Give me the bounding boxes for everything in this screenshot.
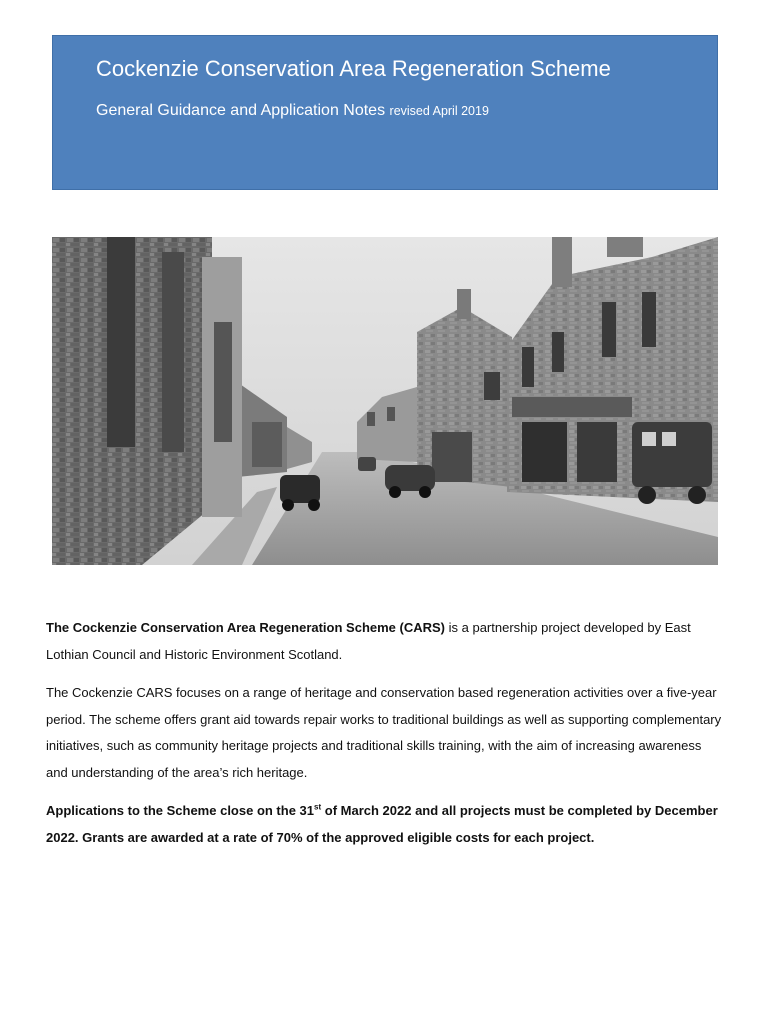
deadline-ordinal: st: [314, 802, 322, 812]
intro-paragraph: [46, 615, 726, 668]
street-photograph: [52, 237, 718, 565]
focus-paragraph: The Cockenzie CARS focuses on a range of heritage and conservation based regeneration activities over a five-year period. The scheme offers grant aid towards repair works to traditional buildings as well as supporting complementary initiatives, such as community heritage projects and traditional skills training, with the aim of increasing awareness and understanding of the area’s rich heritage.: [46, 685, 722, 780]
deadline-part1: Applications to the Scheme close on the 31: [46, 803, 315, 818]
document-title: Cockenzie Conservation Area Regeneration Scheme: [96, 56, 611, 81]
title-banner: [52, 35, 718, 190]
deadline-part2: of March 2022 and all projects must be completed by December 2022. Grants are awarded at a rate of 70% of the approved eligible costs for each project.: [46, 803, 718, 845]
revision-note: revised April 2019: [389, 104, 489, 118]
intro-bold-lead: The Cockenzie Conservation Area Regeneration Scheme (CARS): [46, 620, 446, 635]
street-scene-illustration: [52, 237, 718, 565]
deadline-text: [46, 803, 718, 845]
body-text: [46, 615, 726, 863]
document-subtitle: [96, 102, 489, 120]
deadline-paragraph: [46, 798, 726, 851]
subtitle-text: General Guidance and Application Notes: [96, 102, 386, 119]
intro-rest: is a partnership project developed by East Lothian Council and Historic Environment Scotland.: [46, 620, 691, 662]
